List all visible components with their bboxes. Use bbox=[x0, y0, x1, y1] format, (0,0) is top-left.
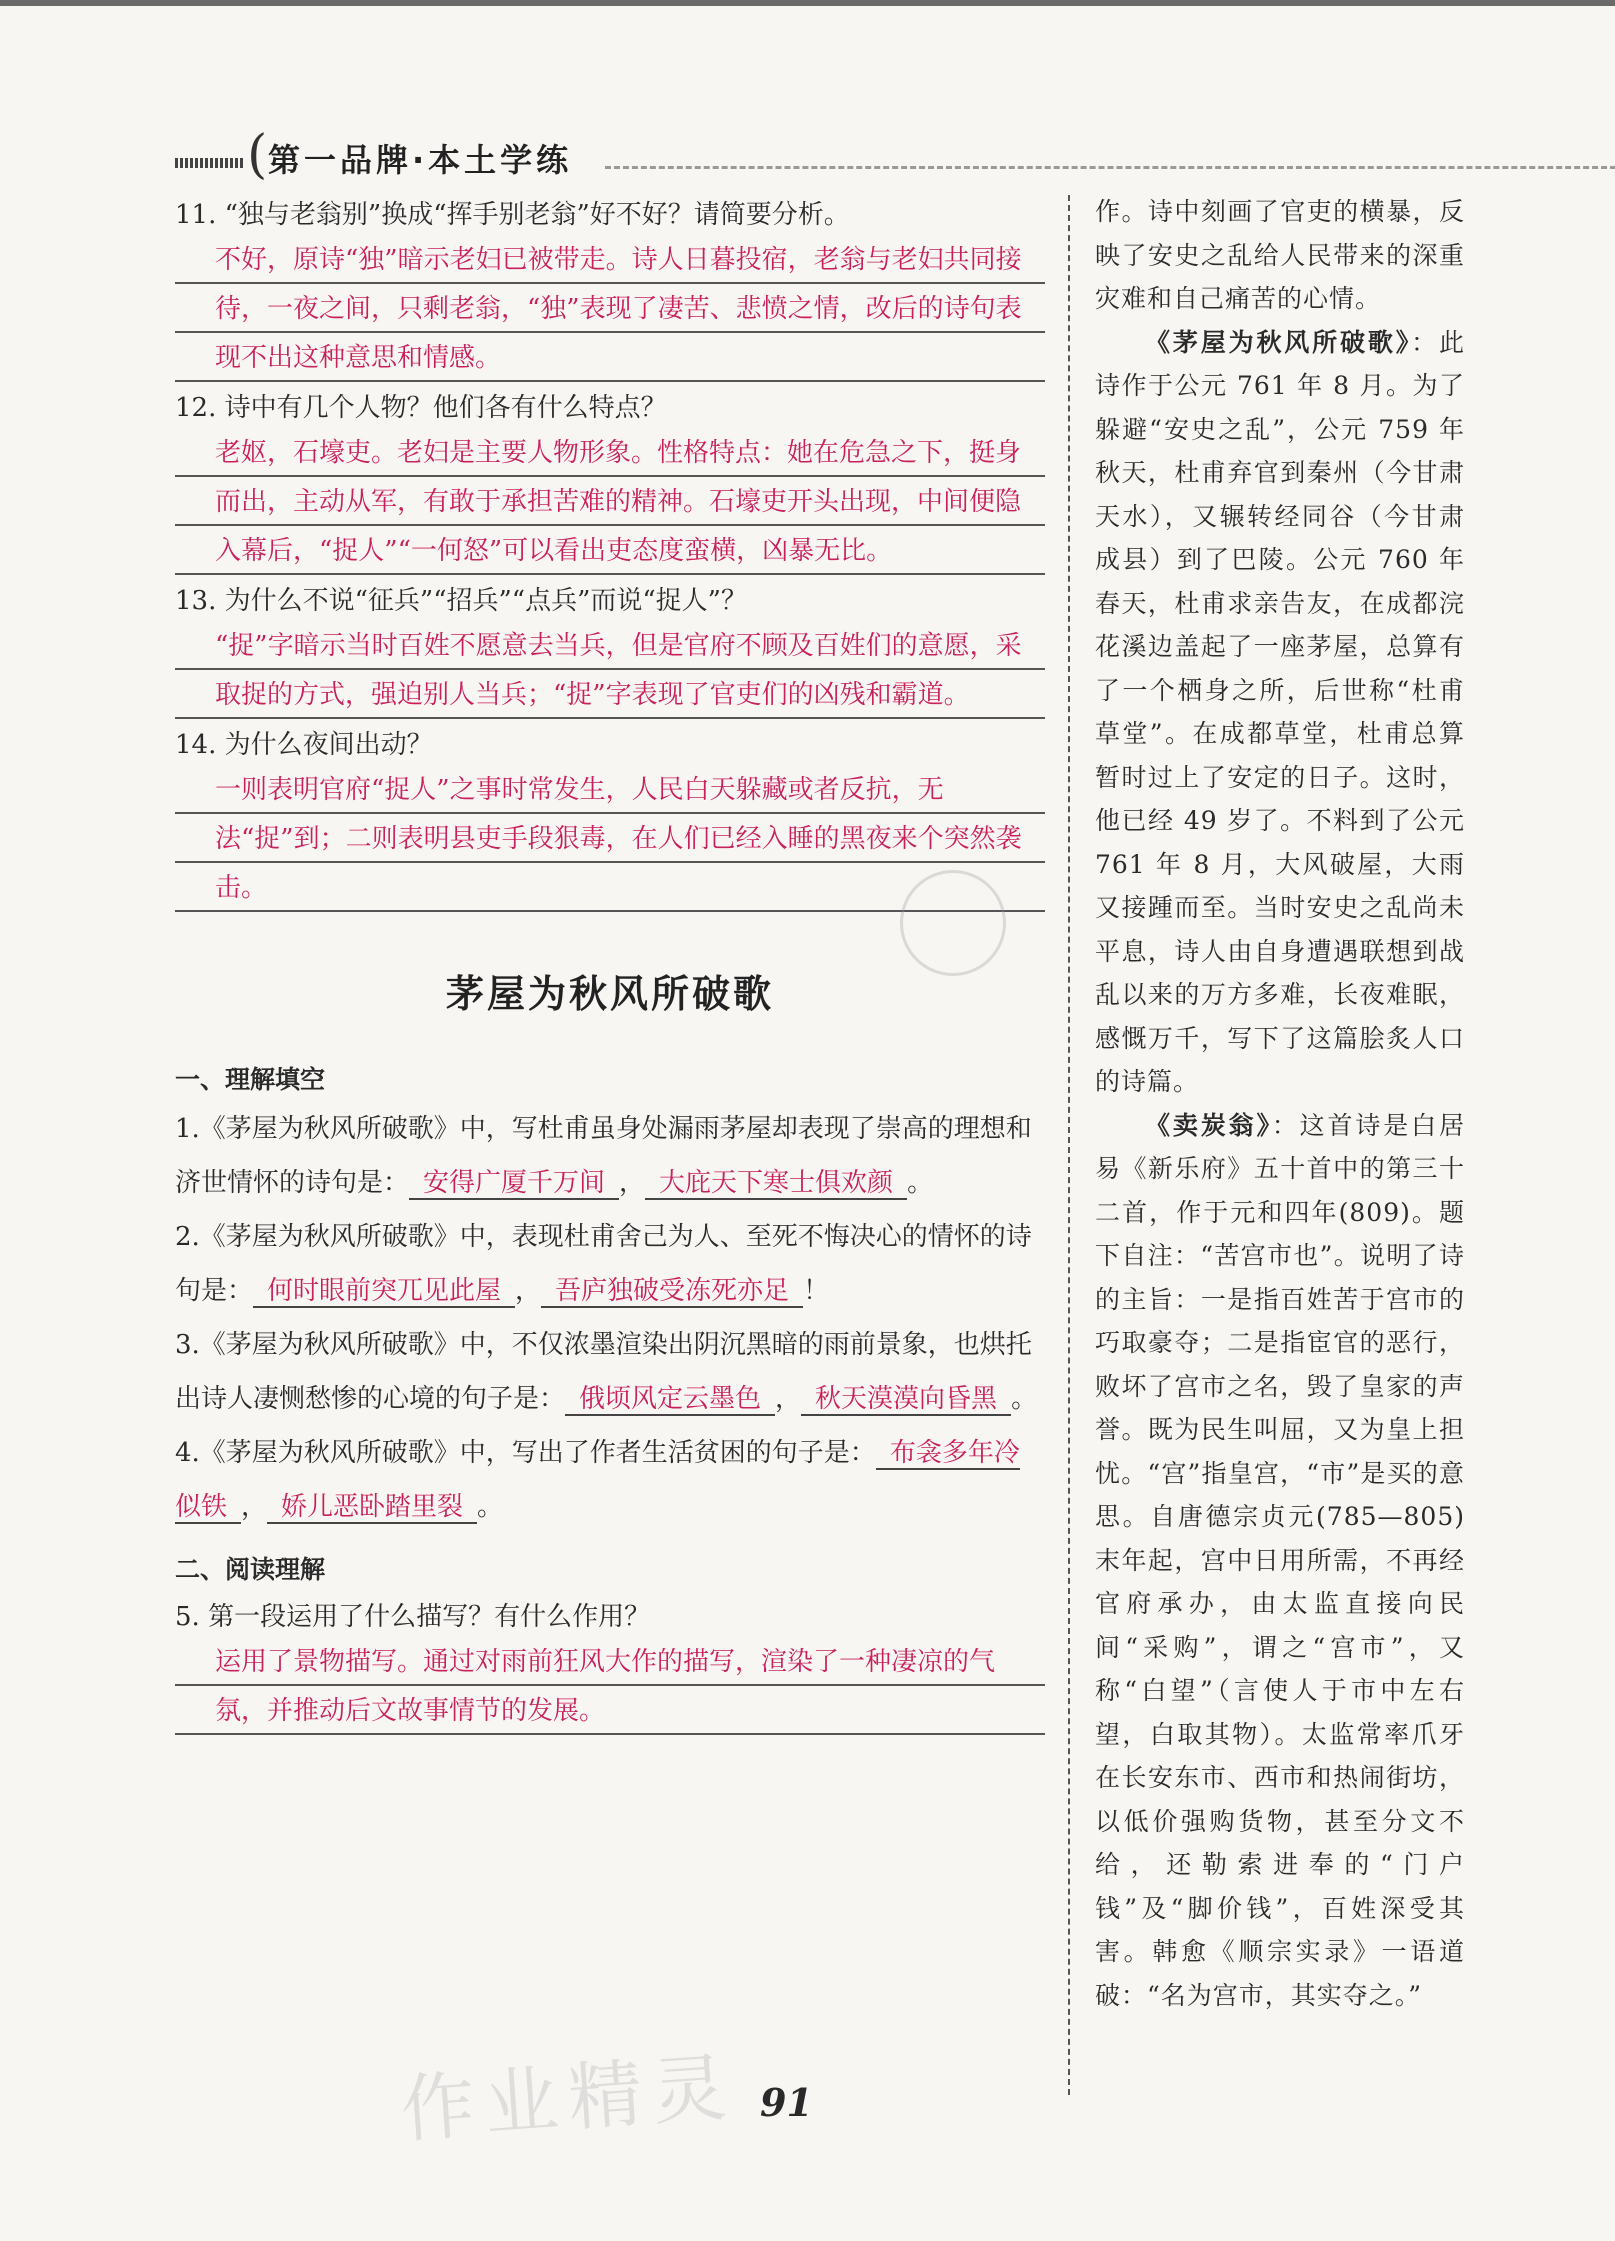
fill-4-sep: ， bbox=[241, 1492, 268, 1522]
question-13: 13. 为什么不说“征兵”“招兵”“点兵”而说“捉人”？ bbox=[175, 586, 747, 616]
fill-1-sep: ， bbox=[619, 1168, 646, 1198]
fill-4-blank-1: 布衾多年冷似铁 bbox=[175, 1438, 1020, 1522]
right-column-notes bbox=[1095, 190, 1465, 2017]
note-2-body: ：此诗作于公元 761 年 8 月。为了躲避“安史之乱”，公元 759 年秋天，杜甫弃官到秦州（今甘肃天水），又辗转经同谷（今甘肃成县）到了巴陵。公元 760 年春天，杜甫求亲告友，在成都浣花溪边盖起了一座茅屋，总算有了一个栖身之所，后世称“杜甫草堂”。在成都草堂，杜甫总算暂时过上了安定的日子。这时，他已经 49 岁了。不料到了公元 761 年 8 月，大风破屋，大雨又接踵而至。当时安史之乱尚未平息，诗人由自身遭遇联想到战乱以来的万方多难，长夜难眠，感慨万千，写下了这篇脍炙人口的诗篇。 bbox=[1095, 327, 1465, 1096]
section-title: 茅屋为秋风所破歌 bbox=[445, 972, 774, 1016]
page-number: 91 bbox=[760, 2080, 813, 2125]
fill-1-blank-1: 安得广厦千万间 bbox=[409, 1168, 619, 1200]
note-paragraph-2 bbox=[1095, 321, 1465, 1104]
fill-4-end: 。 bbox=[477, 1492, 504, 1522]
note-3-title: 《卖炭翁》 bbox=[1145, 1110, 1272, 1140]
answer-11: 不好，原诗“独”暗示老妇已被带走。诗人日暮投宿，老翁与老妇共同接待，一夜之间，只剩老翁，“独”表现了凄苦、悲愤之情，改后的诗句表现不出这种意思和情感。 bbox=[175, 236, 1045, 383]
question-12: 12. 诗中有几个人物？他们各有什么特点？ bbox=[175, 393, 667, 423]
header-dotted-rule bbox=[605, 166, 1615, 169]
fill-1-prompt: 1.《茅屋为秋风所破歌》中，写杜甫虽身处漏雨茅屋却表现了崇高的理想和济世情怀的诗句是： bbox=[175, 1114, 1032, 1198]
part-2-heading: 二、阅读理解 bbox=[175, 1555, 326, 1584]
fill-4-prompt: 4.《茅屋为秋风所破歌》中，写出了作者生活贫困的句子是： bbox=[175, 1438, 876, 1468]
note-2-title: 《茅屋为秋风所破歌》 bbox=[1145, 327, 1412, 357]
fill-2-blank-2: 吾庐独破受冻死亦足 bbox=[541, 1276, 803, 1308]
note-paragraph-1: 作。诗中刻画了官吏的横暴，反映了安史之乱给人民带来的深重灾难和自己痛苦的心情。 bbox=[1095, 197, 1465, 313]
answer-14: 一则表明官府“捉人”之事时常发生，人民白天躲藏或者反抗，无法“捉”到；二则表明县吏手段狠毒，在人们已经入睡的黑夜来个突然袭击。 bbox=[175, 766, 1045, 913]
header-title: 第一品牌·本土学练 bbox=[268, 141, 573, 179]
note-paragraph-3 bbox=[1095, 1104, 1465, 2018]
answer-13: “捉”字暗示当时百姓不愿意去当兵，但是官府不顾及百姓们的意愿，采取捉的方式，强迫别人当兵；“捉”字表现了官吏们的凶残和霸道。 bbox=[175, 622, 1045, 720]
fill-2-blank-1: 何时眼前突兀见此屋 bbox=[253, 1276, 515, 1308]
fill-1-blank-2: 大庇天下寒士俱欢颜 bbox=[645, 1168, 907, 1200]
watermark-stamp bbox=[900, 870, 1006, 976]
note-3-body: ：这首诗是白居易《新乐府》五十首中的第三十二首，作于元和四年(809)。题下自注：“苦宫市也”。说明了诗的主旨：一是指百姓苦于宫市的巧取豪夺；二是指宦官的恶行，败坏了宫市之名，毁了皇家的声誉。既为民生叫屈，又为皇上担忧。“宫”指皇宫，“市”是买的意思。自唐德宗贞元(785—805)末年起，宫中日用所需，不再经官府承办，由太监直接向民间“采购”，谓之“宫市”，又称“白望”（言使人于市中左右望，白取其物）。太监常率爪牙在长安东市、西市和热闹街坊，以低价强购货物，甚至分文不给，还勒索进奉的“门户钱”及“脚价钱”，百姓深受其害。韩愈《顺宗实录》一语道破：“名为宫市，其实夺之。” bbox=[1095, 1110, 1465, 2010]
fill-3-end: 。 bbox=[1011, 1384, 1038, 1414]
fill-2-sep: ， bbox=[515, 1276, 542, 1306]
watermark-text: 作业精灵 bbox=[397, 2044, 740, 2154]
fill-4-blank-2: 娇儿恶卧踏里裂 bbox=[267, 1492, 477, 1524]
fill-3-blank-2: 秋天漠漠向昏黑 bbox=[801, 1384, 1011, 1416]
question-14: 14. 为什么夜间出动？ bbox=[175, 730, 433, 760]
part-1-heading: 一、理解填空 bbox=[175, 1065, 326, 1094]
fill-1-end: 。 bbox=[907, 1168, 934, 1198]
column-divider bbox=[1068, 195, 1070, 2095]
question-11: 11. “独与老翁别”换成“挥手别老翁”好不好？请简要分析。 bbox=[175, 200, 850, 230]
top-rule bbox=[0, 0, 1615, 6]
header-brace: ( bbox=[247, 125, 268, 185]
fill-question-3 bbox=[175, 1318, 1045, 1426]
header-decoration bbox=[175, 158, 245, 168]
fill-2-prompt: 2.《茅屋为秋风所破歌》中，表现杜甫舍己为人、至死不悔决心的情怀的诗句是： bbox=[175, 1222, 1032, 1306]
fill-3-sep: ， bbox=[775, 1384, 802, 1414]
question-5: 5. 第一段运用了什么描写？有什么作用？ bbox=[175, 1602, 651, 1632]
fill-2-end: ！ bbox=[803, 1276, 830, 1306]
answer-5: 运用了景物描写。通过对雨前狂风大作的描写，渲染了一种凄凉的气氛，并推动后文故事情节的发展。 bbox=[175, 1638, 1045, 1736]
fill-question-2 bbox=[175, 1210, 1045, 1318]
fill-question-4 bbox=[175, 1426, 1045, 1534]
fill-3-blank-1: 俄顷风定云墨色 bbox=[565, 1384, 775, 1416]
left-column bbox=[175, 190, 1045, 1736]
page-header bbox=[165, 125, 1460, 185]
fill-question-1 bbox=[175, 1102, 1045, 1210]
answer-12: 老妪，石壕吏。老妇是主要人物形象。性格特点：她在危急之下，挺身而出，主动从军，有敢于承担苦难的精神。石壕吏开头出现，中间便隐入幕后，“捉人”“一何怒”可以看出吏态度蛮横，凶暴无比。 bbox=[175, 429, 1045, 576]
fill-3-prompt: 3.《茅屋为秋风所破歌》中，不仅浓墨渲染出阴沉黑暗的雨前景象，也烘托出诗人凄恻愁惨的心境的句子是： bbox=[175, 1330, 1032, 1414]
